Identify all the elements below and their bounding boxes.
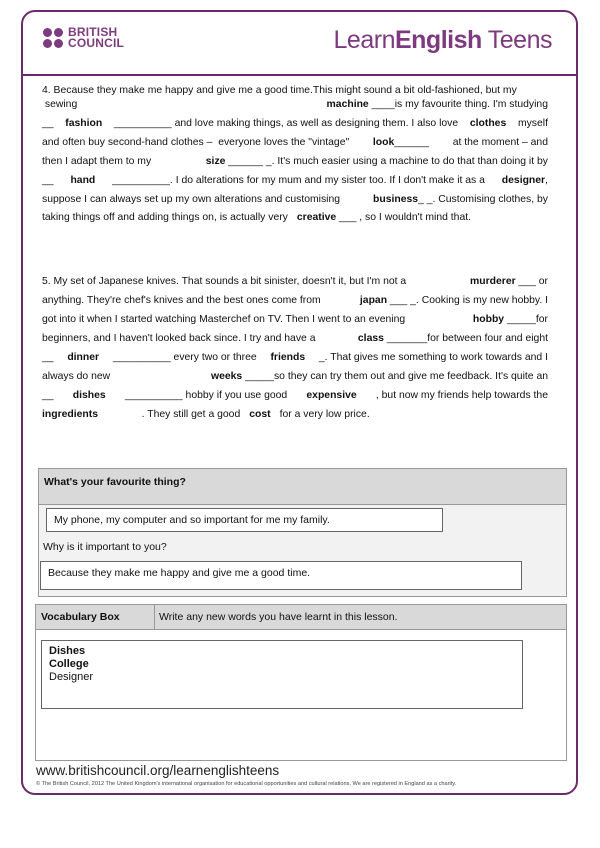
text-line — [42, 136, 548, 149]
text-segment: . They still get a good — [107, 409, 241, 420]
answer-word: dinner — [67, 352, 100, 363]
vocabulary-instruction: Write any new words you have learnt in this lesson. — [159, 611, 398, 623]
text-segment: __ — [42, 352, 54, 363]
text-line — [42, 408, 548, 421]
answer-word: machine ____is my favourite thing. I'm studying — [326, 99, 548, 110]
vocabulary-word: Dishes — [49, 645, 86, 657]
vocabulary-word: Designer — [49, 671, 94, 683]
importance-answer-field[interactable]: Because they make me happy and give me a good time. — [40, 561, 522, 590]
header-divider — [21, 74, 578, 76]
answer-word: cost — [249, 409, 271, 420]
text-segment: sewing — [42, 99, 78, 110]
answer-word: creative ___ , so I wouldn't mind that. — [296, 212, 472, 223]
answer-word: class _______for between four and eight — [357, 333, 548, 344]
vocabulary-words-field[interactable] — [41, 640, 523, 709]
text-segment: _. That gives me something to work towards and I — [318, 352, 548, 363]
footer-url[interactable]: www.britishcouncil.org/learnenglishteens — [36, 763, 280, 778]
text-line — [42, 84, 548, 97]
text-segment: always do new — [42, 371, 111, 382]
answer-word: fashion — [65, 118, 103, 129]
answer-word: weeks _____so they can try them out and give me feedback. It's quite an — [210, 371, 548, 382]
text-segment: 5. My set of Japanese knives. That sounds a bit sinister, doesn't it, but I'm not a — [42, 276, 407, 287]
text-line — [42, 313, 548, 326]
text-line — [42, 193, 548, 206]
text-line — [42, 117, 548, 130]
answer-word: japan ___ _. Cooking is my new hobby. I — [359, 295, 548, 306]
answer-word: hand — [70, 175, 96, 186]
text-segment: __________ every two or three — [112, 352, 257, 363]
answer-word: clothes — [469, 118, 507, 129]
logo-line-1: BRITISH — [68, 25, 118, 39]
vocabulary-title: Vocabulary Box — [41, 611, 120, 623]
answer-word: expensive — [306, 390, 357, 401]
answer-word: friends — [270, 352, 306, 363]
logo-dots-icon — [43, 28, 63, 48]
text-segment: __ — [42, 390, 54, 401]
text-segment: at the moment – and — [452, 137, 548, 148]
text-line — [42, 294, 548, 307]
text-segment: __ — [42, 118, 54, 129]
answer-word: dishes — [72, 390, 106, 401]
text-segment: __ — [42, 175, 54, 186]
text-line — [42, 155, 548, 168]
text-line — [42, 332, 548, 345]
answer-word: size ______ _. It's much easier using a machine to do that than doing it by — [205, 156, 548, 167]
answer-word: designer, — [501, 175, 548, 186]
text-segment: , but now my friends help towards the — [375, 390, 548, 401]
text-line — [42, 389, 548, 402]
logo-line-2: COUNCIL — [68, 36, 125, 50]
answer-word: ingredients — [42, 409, 99, 420]
answer-word: business_ _. Customising clothes, by — [373, 194, 548, 205]
text-segment: got into it when I started watching Masterchef on TV. Then I went to an evening — [42, 314, 406, 325]
text-segment: for a very low price. — [279, 409, 370, 420]
text-line — [42, 370, 548, 383]
text-segment: suppose I can always set up my own alterations and customising — [42, 194, 341, 205]
text-line — [42, 351, 548, 364]
answer-word: hobby _____for — [472, 314, 548, 325]
answer-word: look______ — [372, 137, 429, 148]
text-line — [42, 174, 548, 187]
importance-question: Why is it important to you? — [43, 541, 167, 553]
text-segment: __________. I do alterations for my mum and my sister too. If I don't make it as a — [112, 175, 485, 186]
text-segment: anything. They're chef's knives and the best ones come from — [42, 295, 321, 306]
text-segment: __________ and love making things, as well as designing them. I also love — [113, 118, 459, 129]
text-segment: 4. Because they make me happy and give me a good time.This might sound a bit old-fashioned, but my — [42, 85, 517, 96]
answer-word: murderer ___ or — [470, 276, 548, 287]
text-segment: then I adapt them to my — [42, 156, 152, 167]
text-segment: myself — [517, 118, 548, 129]
favourite-heading: What's your favourite thing? — [44, 476, 186, 488]
text-segment: beginners, and I haven't looked back since. I try and have a — [42, 333, 316, 344]
british-council-logo — [43, 27, 124, 49]
text-line — [42, 98, 548, 111]
favourite-answer-field[interactable]: My phone, my computer and so important for me my family. — [46, 508, 443, 532]
learnenglish-teens-brand: LearnEnglish Teens — [333, 26, 552, 54]
text-segment: and often buy second-hand clothes – everyone loves the "vintage" — [42, 137, 350, 148]
text-line — [42, 211, 548, 224]
text-line — [42, 275, 548, 288]
footer-copyright: © The British Council, 2012 The United Kingdom's international organisation for educational opportunities and cultural relations. We are registered in England as a charity. — [36, 781, 457, 787]
vocabulary-word: College — [49, 658, 89, 670]
text-segment: __________ hobby if you use good — [124, 390, 288, 401]
text-segment: taking things off and adding things on, is actually very — [42, 212, 288, 223]
